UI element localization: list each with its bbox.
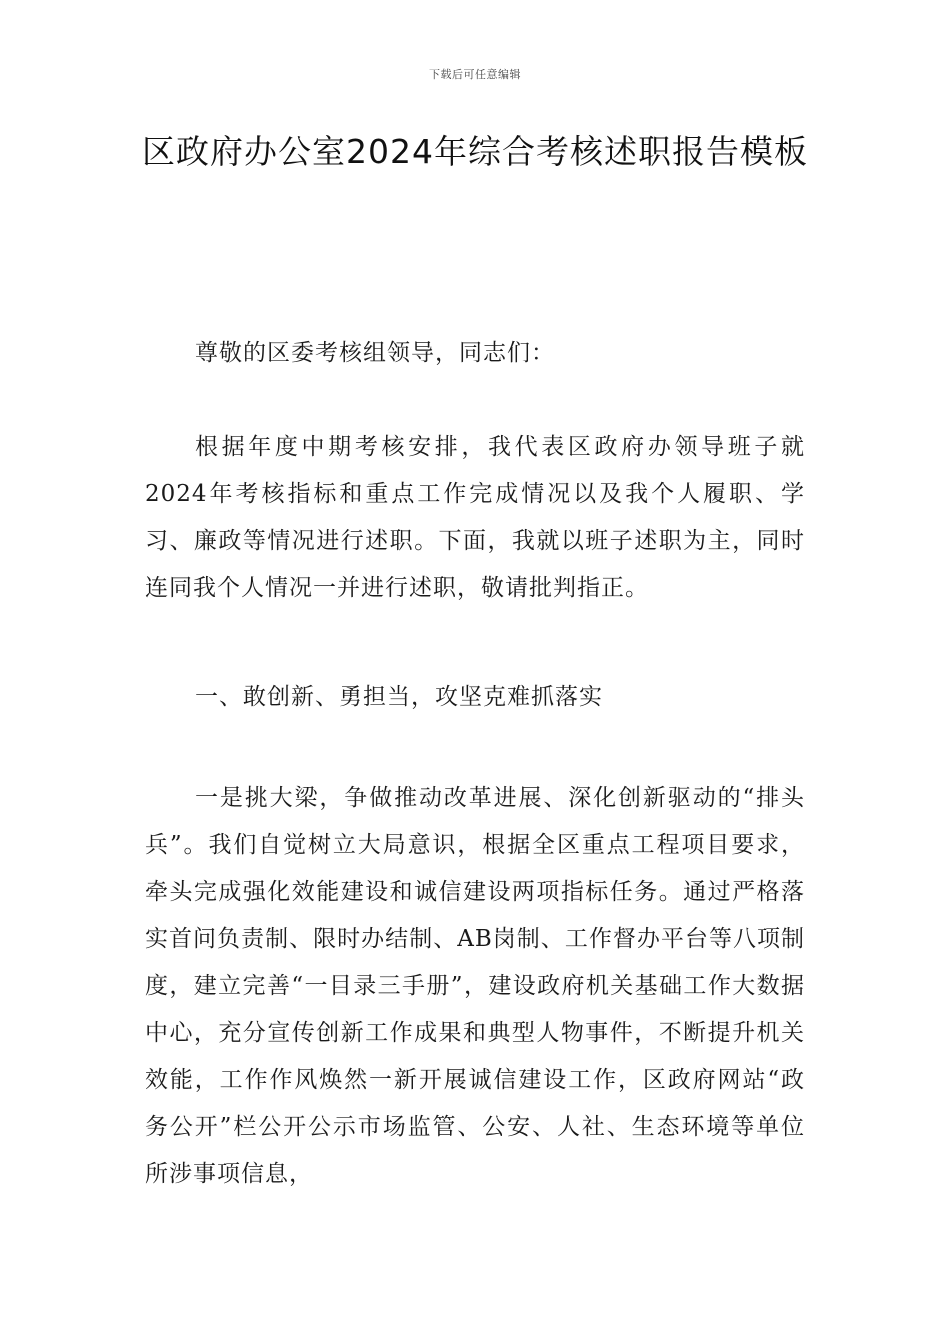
section-heading: 一、敢创新、勇担当，攻坚克难抓落实	[195, 684, 603, 710]
document-title: 区政府办公室2024年综合考核述职报告模板	[142, 132, 808, 171]
header-note: 下载后可任意编辑	[429, 68, 521, 81]
paragraph-intro: 根据年度中期考核安排，我代表区政府办领导班子就2024年考核指标和重点工作完成情况以及我个人履职、学习、廉政等情况进行述职。下面，我就以班子述职为主，同时连同我个人情况一并进行述职，敬请批判指正。	[145, 434, 805, 601]
salutation: 尊敬的区委考核组领导，同志们：	[195, 340, 555, 366]
paragraph-section-1: 一是挑大梁，争做推动改革进展、深化创新驱动的“排头兵”。我们自觉树立大局意识，根据全区重点工程项目要求，牵头完成强化效能建设和诚信建设两项指标任务。通过严格落实首问负责制、限时办结制、AB岗制、工作督办平台等八项制度，建立完善“一目录三手册”，建设政府机关基础工作大数据中心，充分宣传创新工作成果和典型人物事件，不断提升机关效能，工作作风焕然一新开展诚信建设工作，区政府网站“政务公开”栏公开公示市场监管、公安、人社、生态环境等单位所涉事项信息，	[145, 785, 805, 1187]
